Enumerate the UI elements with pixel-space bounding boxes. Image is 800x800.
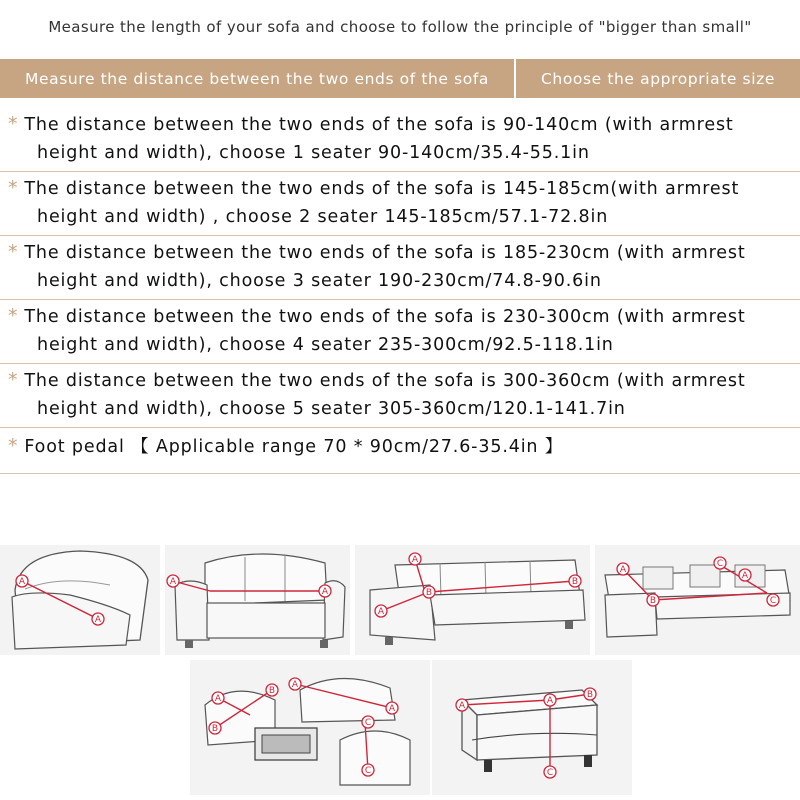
ottoman-illustration bbox=[432, 660, 632, 795]
row-text-line1: The distance between the two ends of the sofa is 90-140cm (with armrest bbox=[24, 115, 734, 135]
svg-text:A: A bbox=[321, 587, 329, 597]
svg-text:C: C bbox=[364, 718, 372, 728]
size-row-foot-pedal bbox=[0, 428, 800, 474]
svg-text:B: B bbox=[425, 588, 433, 598]
size-row-2-seater bbox=[0, 172, 800, 236]
svg-text:B: B bbox=[586, 690, 594, 700]
svg-text:A: A bbox=[94, 615, 102, 625]
foot-pedal-text: Foot pedal 【 Applicable range 70 * 90cm/27.6-35.4in 】 bbox=[24, 437, 564, 457]
size-table-header bbox=[0, 59, 800, 98]
row-text-line2: height and width), choose 3 seater 190-230cm/74.8-90.6in bbox=[37, 271, 602, 291]
bullet-star-icon: * bbox=[8, 113, 19, 135]
sofa-l-shape-illustration bbox=[355, 545, 590, 655]
svg-text:A: A bbox=[411, 555, 419, 565]
bullet-star-icon: * bbox=[8, 305, 19, 327]
svg-text:A: A bbox=[458, 701, 466, 711]
svg-text:A: A bbox=[619, 565, 627, 575]
svg-text:A: A bbox=[214, 694, 222, 704]
size-row-3-seater bbox=[0, 236, 800, 300]
sofa-3-seater-illustration bbox=[165, 545, 350, 655]
svg-text:A: A bbox=[18, 577, 26, 587]
svg-text:A: A bbox=[169, 577, 177, 587]
bullet-star-icon: * bbox=[8, 177, 19, 199]
svg-text:A: A bbox=[388, 704, 396, 714]
svg-text:B: B bbox=[211, 724, 219, 734]
sofa-set-illustration bbox=[190, 660, 430, 795]
svg-text:A: A bbox=[546, 696, 554, 706]
sofa-corner-illustration bbox=[595, 545, 800, 655]
row-text-line2: height and width), choose 5 seater 305-360cm/120.1-141.7in bbox=[37, 399, 626, 419]
sofa-1-seater-illustration bbox=[0, 545, 160, 655]
svg-text:A: A bbox=[291, 680, 299, 690]
svg-text:C: C bbox=[546, 768, 554, 778]
svg-text:B: B bbox=[268, 686, 276, 696]
svg-text:A: A bbox=[741, 571, 749, 581]
header-measure-label: Measure the distance between the two ends of the sofa bbox=[0, 59, 516, 98]
row-text-line1: The distance between the two ends of the sofa is 185-230cm (with armrest bbox=[24, 243, 746, 263]
header-size-label: Choose the appropriate size bbox=[540, 69, 776, 88]
svg-text:A: A bbox=[377, 607, 385, 617]
svg-text:B: B bbox=[649, 596, 657, 606]
row-text-line2: height and width), choose 1 seater 90-140cm/35.4-55.1in bbox=[37, 143, 590, 163]
row-text-line2: height and width), choose 4 seater 235-300cm/92.5-118.1in bbox=[37, 335, 614, 355]
size-row-4-seater bbox=[0, 300, 800, 364]
bullet-star-icon: * bbox=[8, 435, 19, 457]
svg-text:C: C bbox=[364, 766, 372, 776]
size-row-5-seater bbox=[0, 364, 800, 428]
row-text-line1: The distance between the two ends of the sofa is 230-300cm (with armrest bbox=[24, 307, 746, 327]
size-row-1-seater bbox=[0, 108, 800, 172]
svg-text:C: C bbox=[716, 559, 724, 569]
svg-text:C: C bbox=[769, 596, 777, 606]
size-rows bbox=[0, 108, 800, 474]
svg-text:B: B bbox=[571, 577, 579, 587]
bullet-star-icon: * bbox=[8, 241, 19, 263]
bullet-star-icon: * bbox=[8, 369, 19, 391]
row-text-line1: The distance between the two ends of the sofa is 300-360cm (with armrest bbox=[24, 371, 746, 391]
page-title: Measure the length of your sofa and choose to follow the principle of "bigger than small" bbox=[48, 18, 752, 36]
row-text-line1: The distance between the two ends of the sofa is 145-185cm(with armrest bbox=[24, 179, 740, 199]
row-text-line2: height and width) , choose 2 seater 145-185cm/57.1-72.8in bbox=[37, 207, 609, 227]
